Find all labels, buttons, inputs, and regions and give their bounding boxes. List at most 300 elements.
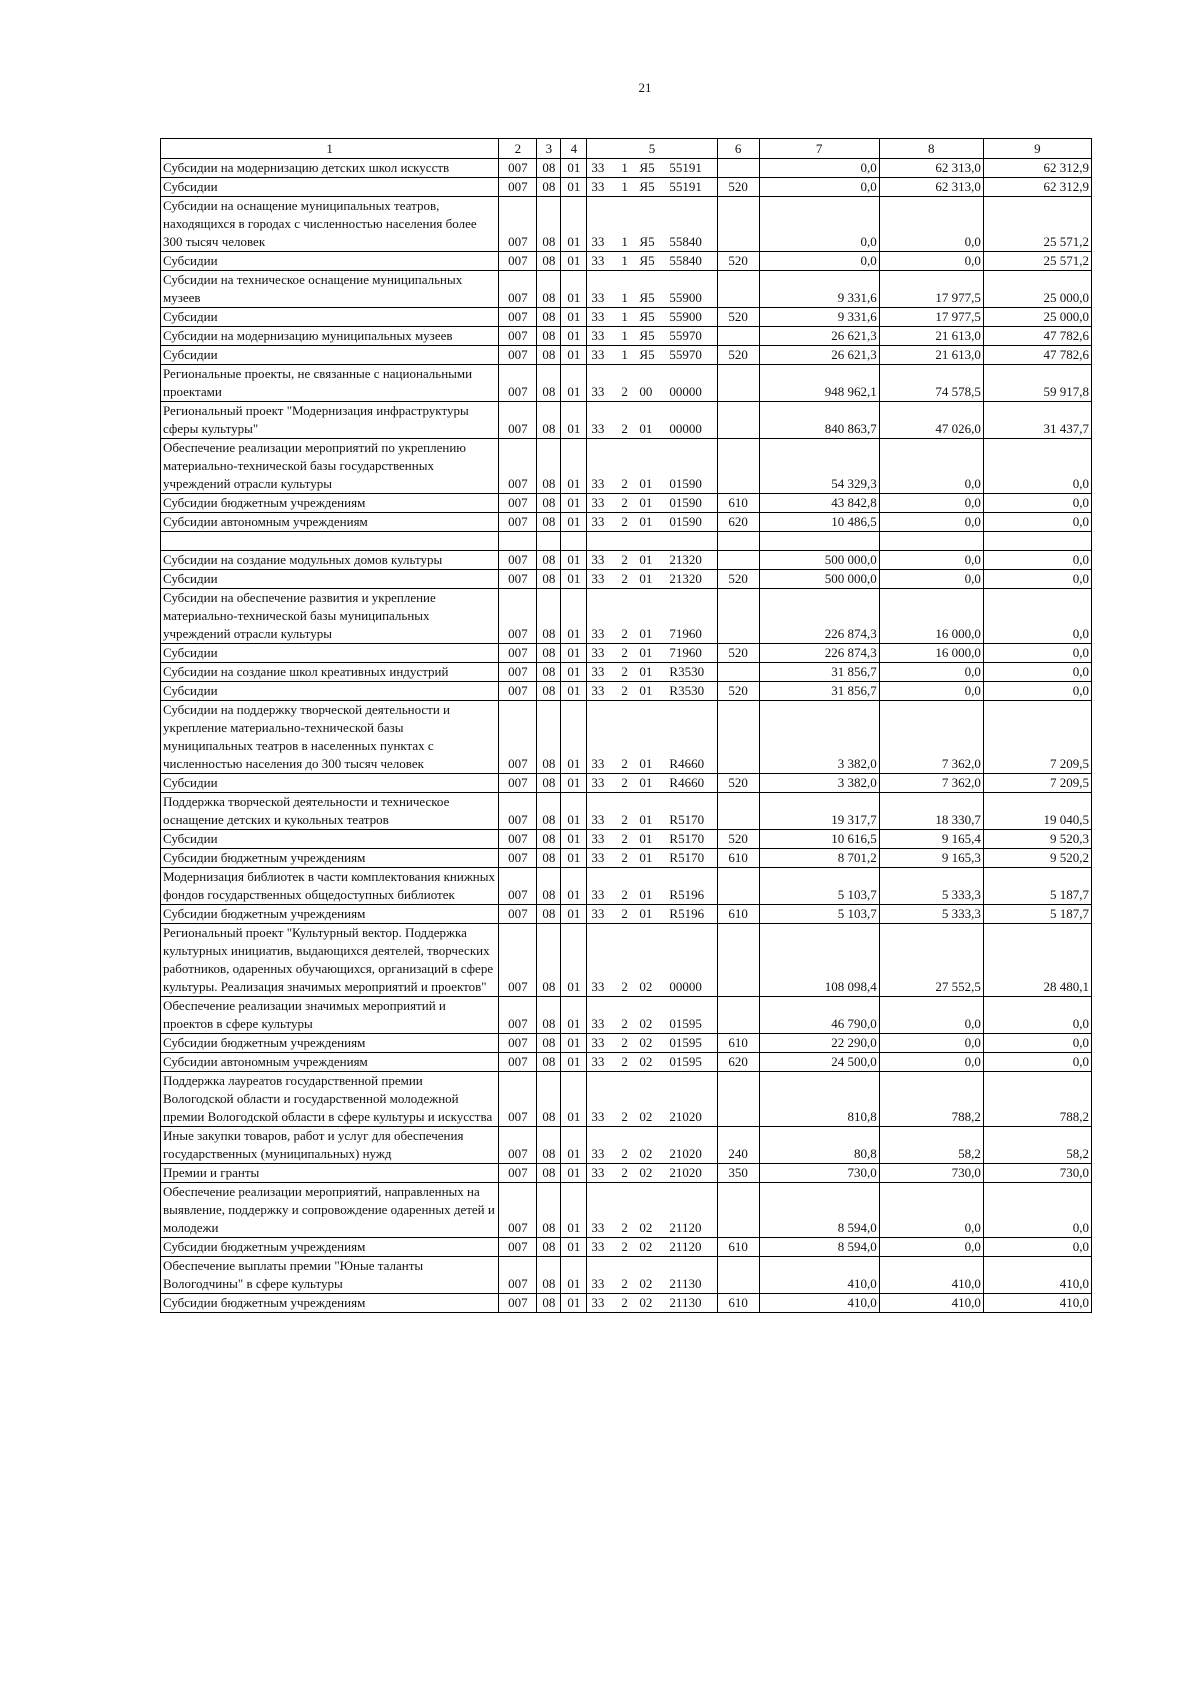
amount-col9: 0,0: [983, 1183, 1091, 1238]
subsection-code: 01: [561, 589, 587, 644]
project-code: Я5: [639, 309, 655, 324]
program-code: 33: [591, 347, 605, 362]
amount-col7: 8 594,0: [759, 1238, 879, 1257]
target-article-segments: [589, 1219, 714, 1237]
target-article-segments: [589, 383, 714, 401]
header-cell: 8: [879, 139, 983, 159]
ministry-code: 007: [499, 1257, 537, 1294]
subsection-code: 01: [561, 1183, 587, 1238]
table-row: [161, 1257, 1092, 1294]
amount-col8: 0,0: [879, 494, 983, 513]
expense-type-code: [717, 868, 759, 905]
row-name: Субсидии на создание школ креативных индустрий: [161, 663, 499, 682]
target-article-code: [587, 868, 717, 905]
amount-col7: 840 863,7: [759, 402, 879, 439]
row-name: Обеспечение реализации мероприятий по укреплению материально-технической базы государственных учреждений отрасли культуры: [161, 439, 499, 494]
subprogram-code: 2: [621, 514, 628, 529]
amount-col9: 62 312,9: [983, 159, 1091, 178]
amount-col7: 9 331,6: [759, 271, 879, 308]
table-row: [161, 402, 1092, 439]
amount-col8: 18 330,7: [879, 793, 983, 830]
subsection-code: 01: [561, 868, 587, 905]
amount-col7: 5 103,7: [759, 868, 879, 905]
amount-col8: 0,0: [879, 1053, 983, 1072]
subsection-code: 01: [561, 1164, 587, 1183]
program-code: 33: [591, 571, 605, 586]
expense-type-code: [717, 197, 759, 252]
target-article-code: [587, 701, 717, 774]
section-code: 08: [537, 1183, 561, 1238]
amount-col9: 47 782,6: [983, 327, 1091, 346]
amount-col7: 31 856,7: [759, 682, 879, 701]
subsection-code: 01: [561, 271, 587, 308]
row-name: Субсидии: [161, 682, 499, 701]
subprogram-code: 1: [621, 347, 628, 362]
ministry-code: 007: [499, 774, 537, 793]
program-code: 33: [591, 887, 605, 902]
project-code: 01: [639, 514, 653, 529]
section-code: 08: [537, 924, 561, 997]
row-name: Субсидии на обеспечение развития и укрепление материально-технической базы муниципальных учреждений отрасли культуры: [161, 589, 499, 644]
subprogram-code: 2: [621, 1035, 628, 1050]
program-code: 33: [591, 683, 605, 698]
expense-type-code: 620: [717, 1053, 759, 1072]
project-code: 02: [639, 1220, 653, 1235]
target-article-segments: [589, 811, 714, 829]
program-code: 33: [591, 253, 605, 268]
amount-col8: 410,0: [879, 1294, 983, 1313]
direction-code: 55970: [669, 347, 702, 362]
direction-code: 00000: [669, 384, 702, 399]
section-code: 08: [537, 682, 561, 701]
section-code: 08: [537, 439, 561, 494]
section-code: 08: [537, 1127, 561, 1164]
target-article-segments: [589, 1053, 714, 1071]
amount-col9: 410,0: [983, 1257, 1091, 1294]
table-row: [161, 924, 1092, 997]
target-article-segments: [589, 475, 714, 493]
row-name: Субсидии: [161, 774, 499, 793]
amount-col8: 21 613,0: [879, 327, 983, 346]
section-code: 08: [537, 327, 561, 346]
target-article-segments: [589, 159, 714, 177]
subsection-code: 01: [561, 701, 587, 774]
empty-cell: [499, 532, 537, 551]
direction-code: 21130: [669, 1295, 702, 1310]
header-cell: 9: [983, 139, 1091, 159]
subsection-code: 01: [561, 513, 587, 532]
amount-col8: 788,2: [879, 1072, 983, 1127]
subprogram-code: 2: [621, 571, 628, 586]
subprogram-code: 2: [621, 1276, 628, 1291]
table-row: [161, 1294, 1092, 1313]
amount-col9: 58,2: [983, 1127, 1091, 1164]
row-name: Субсидии бюджетным учреждениям: [161, 1238, 499, 1257]
subsection-code: 01: [561, 159, 587, 178]
row-name: Субсидии бюджетным учреждениям: [161, 1034, 499, 1053]
program-code: 33: [591, 775, 605, 790]
amount-col8: 9 165,4: [879, 830, 983, 849]
ministry-code: 007: [499, 868, 537, 905]
amount-col8: 0,0: [879, 513, 983, 532]
target-article-code: [587, 997, 717, 1034]
amount-col8: 0,0: [879, 570, 983, 589]
header-cell: 3: [537, 139, 561, 159]
ministry-code: 007: [499, 513, 537, 532]
subsection-code: 01: [561, 402, 587, 439]
subprogram-code: 2: [621, 775, 628, 790]
subprogram-code: 2: [621, 812, 628, 827]
amount-col9: 5 187,7: [983, 868, 1091, 905]
row-name: Субсидии: [161, 346, 499, 365]
program-code: 33: [591, 384, 605, 399]
expense-type-code: 520: [717, 570, 759, 589]
target-article-segments: [589, 625, 714, 643]
table-row: [161, 308, 1092, 327]
empty-cell: [161, 532, 499, 551]
header-cell: 5: [587, 139, 717, 159]
section-code: 08: [537, 159, 561, 178]
program-code: 33: [591, 1239, 605, 1254]
amount-col9: 5 187,7: [983, 905, 1091, 924]
section-code: 08: [537, 830, 561, 849]
target-article-code: [587, 1183, 717, 1238]
empty-cell: [759, 532, 879, 551]
target-article-segments: [589, 494, 714, 512]
target-article-code: [587, 1294, 717, 1313]
project-code: 01: [639, 850, 653, 865]
project-code: Я5: [639, 160, 655, 175]
section-code: 08: [537, 1294, 561, 1313]
amount-col7: 948 962,1: [759, 365, 879, 402]
amount-col7: 3 382,0: [759, 774, 879, 793]
target-article-segments: [589, 327, 714, 345]
project-code: 02: [639, 1239, 653, 1254]
amount-col9: 9 520,2: [983, 849, 1091, 868]
subprogram-code: 2: [621, 1165, 628, 1180]
project-code: Я5: [639, 179, 655, 194]
program-code: 33: [591, 514, 605, 529]
subsection-code: 01: [561, 494, 587, 513]
expense-type-code: [717, 793, 759, 830]
amount-col9: 410,0: [983, 1294, 1091, 1313]
amount-col9: 25 571,2: [983, 252, 1091, 271]
target-article-segments: [589, 346, 714, 364]
amount-col8: 0,0: [879, 551, 983, 570]
program-code: 33: [591, 179, 605, 194]
program-code: 33: [591, 645, 605, 660]
amount-col7: 46 790,0: [759, 997, 879, 1034]
section-code: 08: [537, 252, 561, 271]
program-code: 33: [591, 160, 605, 175]
ministry-code: 007: [499, 905, 537, 924]
expense-type-code: [717, 701, 759, 774]
program-code: 33: [591, 1146, 605, 1161]
header-cell: 7: [759, 139, 879, 159]
amount-col9: 25 000,0: [983, 308, 1091, 327]
program-code: 33: [591, 1220, 605, 1235]
table-row: [161, 1164, 1092, 1183]
program-code: 33: [591, 328, 605, 343]
ministry-code: 007: [499, 1183, 537, 1238]
direction-code: 01595: [669, 1054, 702, 1069]
target-article-code: [587, 327, 717, 346]
row-name: Субсидии: [161, 570, 499, 589]
target-article-segments: [589, 644, 714, 662]
amount-col8: 0,0: [879, 252, 983, 271]
program-code: 33: [591, 626, 605, 641]
row-name: Поддержка лауреатов государственной премии Вологодской области и государственной молодежной премии Вологодской области в сфере культуры и искусства: [161, 1072, 499, 1127]
row-name: Субсидии: [161, 178, 499, 197]
expense-type-code: [717, 402, 759, 439]
amount-col7: 8 701,2: [759, 849, 879, 868]
amount-col9: 0,0: [983, 589, 1091, 644]
expense-type-code: [717, 551, 759, 570]
target-article-code: [587, 644, 717, 663]
program-code: 33: [591, 290, 605, 305]
amount-col9: 0,0: [983, 1238, 1091, 1257]
row-name: Обеспечение выплаты премии "Юные таланты Вологодчины" в сфере культуры: [161, 1257, 499, 1294]
expense-type-code: [717, 271, 759, 308]
table-row: [161, 570, 1092, 589]
direction-code: R4660: [669, 775, 705, 790]
target-article-code: [587, 197, 717, 252]
direction-code: 01595: [669, 1016, 702, 1031]
amount-col7: 3 382,0: [759, 701, 879, 774]
expense-type-code: [717, 589, 759, 644]
empty-cell: [587, 532, 717, 551]
amount-col9: 9 520,3: [983, 830, 1091, 849]
target-article-code: [587, 178, 717, 197]
amount-col8: 0,0: [879, 1034, 983, 1053]
target-article-code: [587, 830, 717, 849]
target-article-segments: [589, 1275, 714, 1293]
program-code: 33: [591, 1016, 605, 1031]
project-code: 01: [639, 756, 653, 771]
subprogram-code: 2: [621, 979, 628, 994]
subprogram-code: 2: [621, 1239, 628, 1254]
subprogram-code: 1: [621, 328, 628, 343]
subprogram-code: 2: [621, 552, 628, 567]
ministry-code: 007: [499, 1034, 537, 1053]
direction-code: R5196: [669, 887, 705, 902]
section-code: 08: [537, 905, 561, 924]
expense-type-code: 520: [717, 830, 759, 849]
target-article-segments: [589, 289, 714, 307]
target-article-segments: [589, 1015, 714, 1033]
direction-code: 01590: [669, 495, 702, 510]
target-article-code: [587, 774, 717, 793]
amount-col8: 5 333,3: [879, 868, 983, 905]
target-article-code: [587, 570, 717, 589]
amount-col7: 8 594,0: [759, 1183, 879, 1238]
expense-type-code: 610: [717, 1034, 759, 1053]
target-article-code: [587, 793, 717, 830]
ministry-code: 007: [499, 308, 537, 327]
amount-col8: 7 362,0: [879, 701, 983, 774]
amount-col9: 0,0: [983, 644, 1091, 663]
ministry-code: 007: [499, 1164, 537, 1183]
target-article-code: [587, 1053, 717, 1072]
target-article-segments: [589, 774, 714, 792]
ministry-code: 007: [499, 327, 537, 346]
direction-code: R5170: [669, 850, 705, 865]
target-article-segments: [589, 849, 714, 867]
direction-code: 21130: [669, 1276, 702, 1291]
table-body: [161, 159, 1092, 1313]
program-code: 33: [591, 664, 605, 679]
direction-code: 01595: [669, 1035, 702, 1050]
table-row: [161, 849, 1092, 868]
target-article-code: [587, 1257, 717, 1294]
project-code: 01: [639, 775, 653, 790]
section-code: 08: [537, 402, 561, 439]
program-code: 33: [591, 831, 605, 846]
amount-col9: 47 782,6: [983, 346, 1091, 365]
target-article-code: [587, 663, 717, 682]
amount-col8: 16 000,0: [879, 644, 983, 663]
ministry-code: 007: [499, 1238, 537, 1257]
empty-cell: [537, 532, 561, 551]
target-article-code: [587, 494, 717, 513]
header-row: [161, 139, 1092, 159]
row-name: Субсидии автономным учреждениям: [161, 1053, 499, 1072]
section-code: 08: [537, 513, 561, 532]
subsection-code: 01: [561, 1238, 587, 1257]
project-code: 01: [639, 645, 653, 660]
program-code: 33: [591, 421, 605, 436]
ministry-code: 007: [499, 1072, 537, 1127]
project-code: 02: [639, 1109, 653, 1124]
target-article-segments: [589, 1294, 714, 1312]
expense-type-code: 520: [717, 178, 759, 197]
expense-type-code: 610: [717, 1238, 759, 1257]
program-code: 33: [591, 850, 605, 865]
subsection-code: 01: [561, 551, 587, 570]
direction-code: R5170: [669, 812, 705, 827]
target-article-code: [587, 551, 717, 570]
target-article-segments: [589, 308, 714, 326]
row-name: Субсидии на создание модульных домов культуры: [161, 551, 499, 570]
direction-code: 00000: [669, 979, 702, 994]
ministry-code: 007: [499, 494, 537, 513]
row-name: Поддержка творческой деятельности и техническое оснащение детских и кукольных театров: [161, 793, 499, 830]
empty-cell: [717, 532, 759, 551]
target-article-segments: [589, 570, 714, 588]
ministry-code: 007: [499, 346, 537, 365]
amount-col8: 0,0: [879, 1183, 983, 1238]
subsection-code: 01: [561, 1053, 587, 1072]
table-row: [161, 271, 1092, 308]
subprogram-code: 2: [621, 756, 628, 771]
ministry-code: 007: [499, 570, 537, 589]
project-code: 02: [639, 979, 653, 994]
ministry-code: 007: [499, 682, 537, 701]
target-article-code: [587, 1164, 717, 1183]
table-row: [161, 1183, 1092, 1238]
subprogram-code: 1: [621, 179, 628, 194]
table-row: [161, 774, 1092, 793]
target-article-code: [587, 682, 717, 701]
project-code: 01: [639, 906, 653, 921]
section-code: 08: [537, 793, 561, 830]
target-article-segments: [589, 420, 714, 438]
project-code: 02: [639, 1276, 653, 1291]
subprogram-code: 2: [621, 1220, 628, 1235]
subsection-code: 01: [561, 682, 587, 701]
target-article-code: [587, 513, 717, 532]
direction-code: 71960: [669, 626, 702, 641]
expense-type-code: [717, 1257, 759, 1294]
amount-col7: 108 098,4: [759, 924, 879, 997]
ministry-code: 007: [499, 830, 537, 849]
ministry-code: 007: [499, 1127, 537, 1164]
project-code: 01: [639, 831, 653, 846]
row-name: Модернизация библиотек в части комплектования книжных фондов государственных общедоступных библиотек: [161, 868, 499, 905]
project-code: 01: [639, 683, 653, 698]
target-article-segments: [589, 755, 714, 773]
expense-type-code: 240: [717, 1127, 759, 1164]
amount-col9: 0,0: [983, 663, 1091, 682]
row-name: Субсидии на поддержку творческой деятельности и укрепление материально-технической базы муниципальных театров в населенных пунктах с численностью населения до 300 тысяч человек: [161, 701, 499, 774]
expense-type-code: 520: [717, 252, 759, 271]
subsection-code: 01: [561, 849, 587, 868]
section-code: 08: [537, 663, 561, 682]
row-name: Иные закупки товаров, работ и услуг для обеспечения государственных (муниципальных) нужд: [161, 1127, 499, 1164]
program-code: 33: [591, 756, 605, 771]
amount-col7: 0,0: [759, 178, 879, 197]
project-code: Я5: [639, 253, 655, 268]
row-name: Региональные проекты, не связанные с национальными проектами: [161, 365, 499, 402]
direction-code: 21320: [669, 571, 702, 586]
subsection-code: 01: [561, 1294, 587, 1313]
ministry-code: 007: [499, 439, 537, 494]
table-row: [161, 494, 1092, 513]
program-code: 33: [591, 812, 605, 827]
subsection-code: 01: [561, 346, 587, 365]
amount-col8: 74 578,5: [879, 365, 983, 402]
expense-type-code: [717, 997, 759, 1034]
expense-type-code: [717, 327, 759, 346]
expense-type-code: 610: [717, 849, 759, 868]
direction-code: R5170: [669, 831, 705, 846]
subprogram-code: 1: [621, 234, 628, 249]
header-cell: 1: [161, 139, 499, 159]
project-code: 01: [639, 552, 653, 567]
amount-col7: 80,8: [759, 1127, 879, 1164]
amount-col8: 62 313,0: [879, 159, 983, 178]
row-name: Субсидии на модернизацию детских школ искусств: [161, 159, 499, 178]
amount-col7: 10 616,5: [759, 830, 879, 849]
subsection-code: 01: [561, 1127, 587, 1164]
amount-col8: 47 026,0: [879, 402, 983, 439]
amount-col8: 0,0: [879, 197, 983, 252]
subsection-code: 01: [561, 1034, 587, 1053]
amount-col8: 7 362,0: [879, 774, 983, 793]
program-code: 33: [591, 1035, 605, 1050]
amount-col9: 31 437,7: [983, 402, 1091, 439]
subsection-code: 01: [561, 663, 587, 682]
amount-col7: 0,0: [759, 197, 879, 252]
table-row: [161, 830, 1092, 849]
expense-type-code: [717, 663, 759, 682]
table-row: [161, 252, 1092, 271]
program-code: 33: [591, 1295, 605, 1310]
subsection-code: 01: [561, 439, 587, 494]
amount-col7: 24 500,0: [759, 1053, 879, 1072]
ministry-code: 007: [499, 178, 537, 197]
project-code: 02: [639, 1016, 653, 1031]
